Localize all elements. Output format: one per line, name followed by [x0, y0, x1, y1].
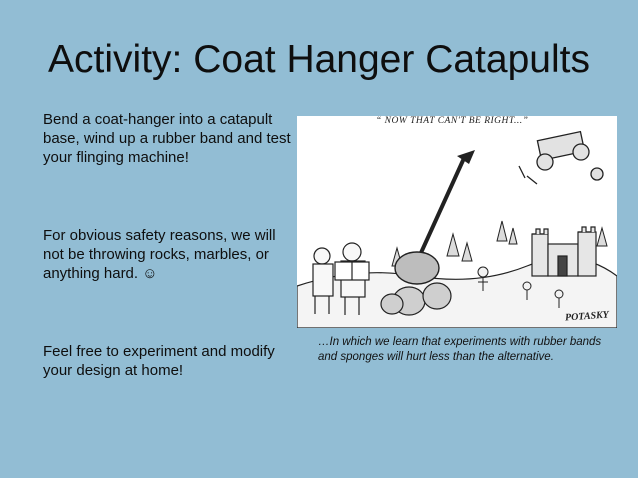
cartoon-caption: “ NOW THAT CAN'T BE RIGHT...” [376, 116, 529, 126]
slide-title: Activity: Coat Hanger Catapults [48, 38, 590, 81]
image-caption: …In which we learn that experiments with rubber bands and sponges will hurt less than the alternative. [318, 336, 602, 363]
catapult-base [395, 252, 439, 284]
cartoon-signature: POTASKY [564, 309, 610, 324]
paragraph-instructions: Bend a coat-hanger into a catapult base, wind up a rubber band and test your flinging machine! [43, 111, 291, 166]
catapult-cup [457, 150, 475, 164]
paragraph-experiment: Feel free to experiment and modify your design at home! [43, 343, 275, 379]
paragraph-safety: For obvious safety reasons, we will not be throwing rocks, marbles, or anything hard. ☺ [43, 227, 276, 282]
castle-drawing [532, 227, 596, 276]
flying-cart-drawing [519, 132, 603, 184]
cartoon-drawing [297, 116, 617, 328]
catapult-cartoon-image [297, 116, 617, 328]
